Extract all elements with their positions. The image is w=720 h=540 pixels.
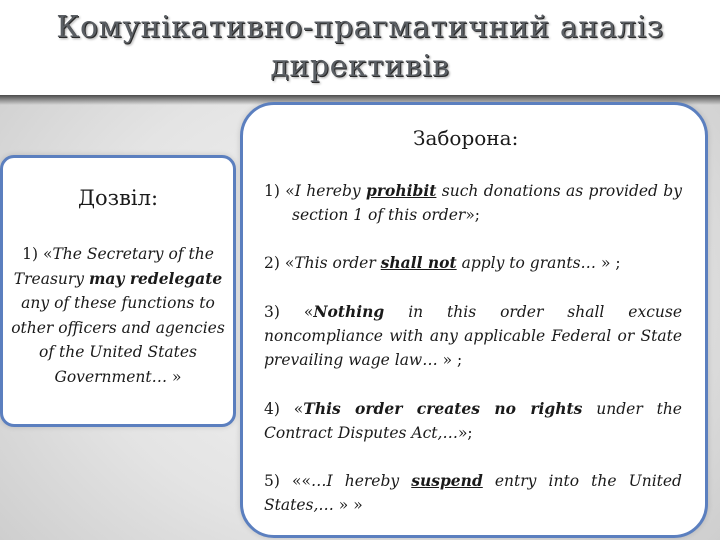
slide-title [0, 8, 720, 86]
modal-highlight: This order creates no rights [303, 399, 583, 418]
title-line-1: Комунікативно-прагматичний аналіз [56, 10, 664, 45]
example-prefix: 3) « [264, 303, 314, 321]
example-suffix: » ; [596, 254, 621, 272]
example-prefix: 5) « [264, 472, 302, 490]
modal-highlight: shall not [380, 253, 457, 272]
title-line-2: директивів [270, 49, 450, 84]
example-text: such donations as provided by section 1 of this order [292, 182, 682, 224]
example-text: …I hereby [310, 472, 412, 490]
example-prefix: 1) « [22, 245, 53, 263]
permission-heading: Дозвіл: [77, 186, 159, 210]
title-bar [0, 0, 720, 95]
example-text: entry into the United States,… [264, 472, 682, 514]
prohibition-heading: Заборона: [413, 126, 519, 150]
example-suffix: »; [457, 424, 473, 442]
permission-example [11, 242, 225, 389]
prohibition-example-5 [264, 469, 682, 517]
prohibition-example-3 [264, 300, 682, 372]
example-suffix: » ; [437, 351, 463, 369]
modal-highlight: Nothing [313, 302, 385, 321]
example-prefix: 1) « [264, 182, 295, 200]
example-suffix: »; [465, 206, 481, 224]
example-text: in this order shall excuse noncompliance with any applicable Federal or State prevailing wage law… [264, 303, 682, 369]
example-text: The Secretary of the Treasury [13, 245, 214, 288]
example-text: any of these functions to other officers and agencies of the United States Government… [11, 294, 225, 386]
example-prefix: 2) « [264, 254, 295, 272]
prohibition-example-4 [264, 397, 682, 445]
prohibition-example-2 [264, 251, 682, 275]
permission-panel [0, 155, 236, 427]
example-text: This order [294, 254, 381, 272]
modal-highlight: suspend [411, 471, 483, 490]
example-suffix: » [167, 367, 182, 386]
modal-highlight: may redelegate [88, 268, 223, 288]
example-text: under the Contract Disputes Act,… [264, 400, 682, 442]
example-prefix: 4) « [264, 400, 304, 418]
prohibition-example-1 [264, 179, 682, 227]
prohibition-panel [240, 102, 708, 538]
example-text: apply to grants… [456, 254, 597, 272]
example-text: I hereby [294, 182, 367, 200]
modal-highlight: prohibit [366, 181, 437, 200]
example-suffix: » » [333, 496, 363, 514]
example-prefix: « [301, 472, 311, 490]
